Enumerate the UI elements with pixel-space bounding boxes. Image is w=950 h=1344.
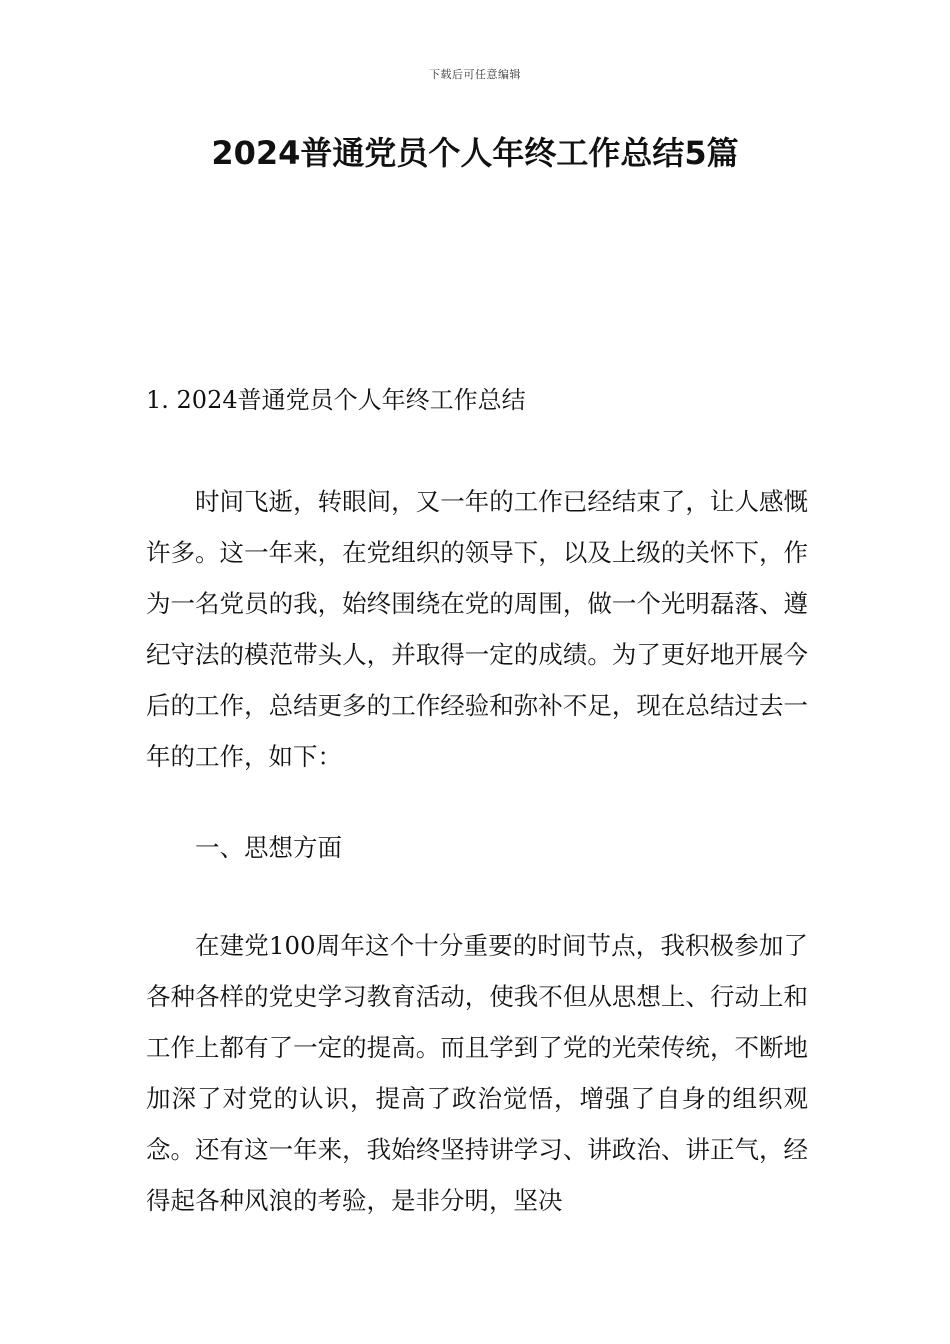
document-title: 2024普通党员个人年终工作总结5篇 [211,134,739,172]
header-note: 下载后可任意编辑 [429,68,521,81]
paragraph-intro: 时间飞逝，转眼间，又一年的工作已经结束了，让人感慨许多。这一年来，在党组织的领导下，以及上级的关怀下，作为一名党员的我，始终围绕在党的周围，做一个光明磊落、遵纪守法的模范带头人，并取得一定的成绩。为了更好地开展今后的工作，总结更多的工作经验和弥补不足，现在总结过去一年的工作，如下： [146,487,808,771]
paragraph-thought: 在建党100周年这个十分重要的时间节点，我积极参加了各种各样的党史学习教育活动，使我不但从思想上、行动上和工作上都有了一定的提高。而且学到了党的光荣传统，不断地加深了对党的认识，提高了政治觉悟，增强了自身的组织观念。还有这一年来，我始终坚持讲学习、讲政治、讲正气，经得起各种风浪的考验，是非分明，坚决 [146,931,808,1215]
section-title: 1. 2024普通党员个人年终工作总结 [146,386,526,414]
heading-thought: 一、思想方面 [195,833,342,862]
